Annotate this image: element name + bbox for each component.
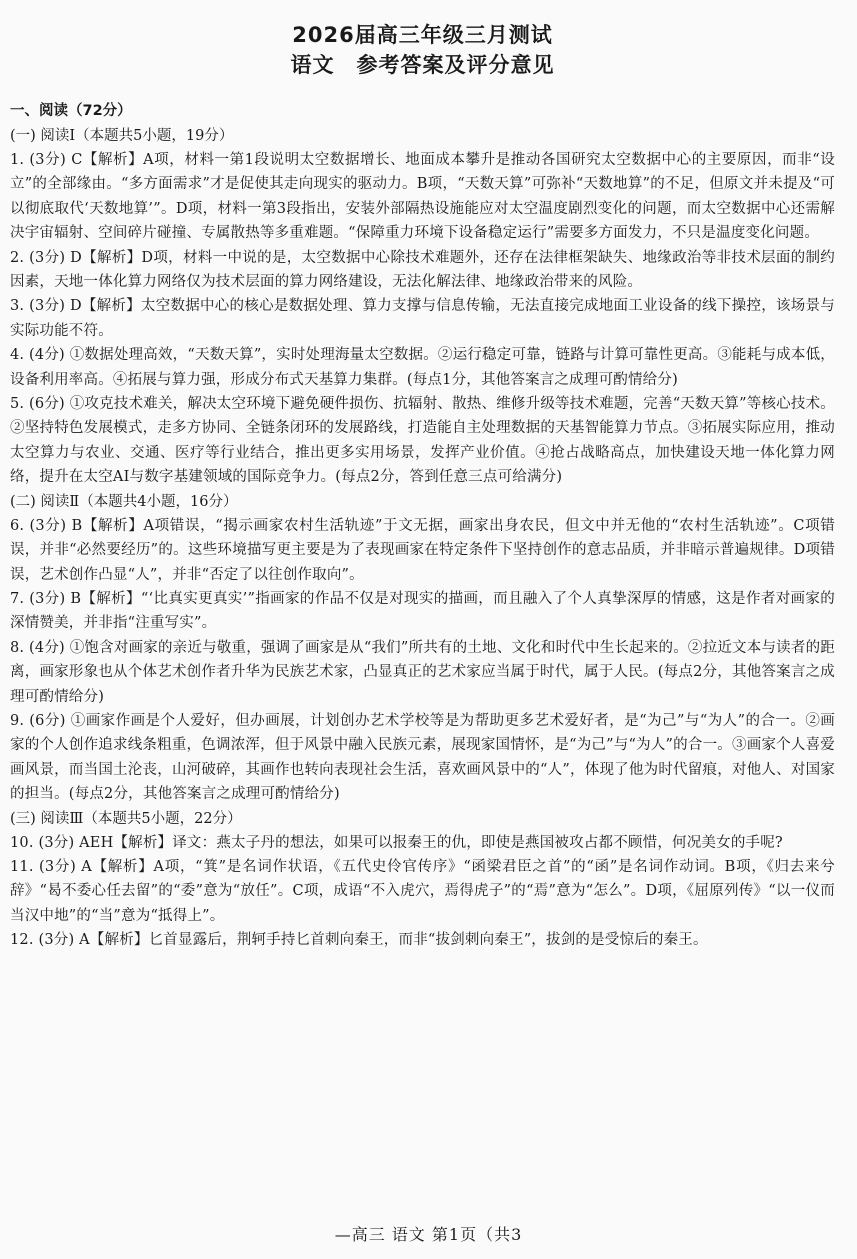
answer-item-4: 4. (4分) ①数据处理高效，“天数天算”，实时处理海量太空数据。②运行稳定可靠，链路与计算可靠性更高。③能耗与成本低，设备利用率高。④拓展与算力强，形成分布式天基算力集群。(每点1分，其他答案言之成理可酌情给分) xyxy=(10,347,835,388)
exam-title: 2026届高三年级三月测试 xyxy=(292,23,553,47)
part-heading-reading-1: (一) 阅读Ⅰ（本题共5小题，19分） xyxy=(10,128,234,144)
answer-item-12: 12. (3分) A【解析】匕首显露后，荆轲手持匕首刺向秦王，而非“拔剑刺向秦王”，拔剑的是受惊后的秦王。 xyxy=(10,932,708,949)
answer-item-5: 5. (6分) ①攻克技术难关，解决太空环境下避免硬件损伤、抗辐射、散热、维修升级等技术难题，完善“天数天算”等核心技术。②坚持特色发展模式，走多方协同、全链条闭环的发展路线，打造能自主处理数据的天基智能算力节点。③拓展实际应用，推动太空算力与农业、交通、医疗等行业结合，推出更多实用场景，发挥产业价值。④抢占战略高点，加快建设天地一体化算力网络，提升在太空AI与数字基建领域的国际竞争力。(每点2分，答到任意三点可给满分) xyxy=(10,396,835,486)
answer-item-3: 3. (3分) D【解析】太空数据中心的核心是数据处理、算力支撑与信息传输，无法直接完成地面工业设备的线下操控，该场景与实际功能不符。 xyxy=(10,298,835,339)
document-subtitle: 语文 参考答案及评分意见 xyxy=(290,53,555,77)
part-heading-reading-2: (二) 阅读Ⅱ（本题共4小题，16分） xyxy=(10,493,238,510)
answer-item-2: 2. (3分) D【解析】D项，材料一中说的是，太空数据中心除技术难题外，还存在法律框架缺失、地缘政治等非技术层面的制约因素，天地一体化算力网络仅为技术层面的算力网络建设，无法化解法律、地缘政治带来的风险。 xyxy=(10,249,835,291)
answer-item-1: 1. (3分) C【解析】A项，材料一第1段说明太空数据增长、地面成本攀升是推动各国研究太空数据中心的主要原因，而非“设立”的全部缘由。“多方面需求”才是促使其走向现实的驱动力。B项，“天数天算”可弥补“天数地算”的不足，但原文并未提及“可以彻底取代‘天数地算’”。D项，材料一第3段指出，安装外部隔热设施能应对太空温度剧烈变化的问题，而太空数据中心还需解决宇宙辐射、空间碎片碰撞、专属散热等多重难题。“保障重力环境下设备稳定运行”需要多方面发力，不只是温度变化问题。 xyxy=(10,152,835,242)
answer-item-11: 11. (3分) A【解析】A项，“箕”是名词作状语，《五代史伶官传序》“函梁君臣之首”的“函”是名词作动词。B项，《归去来兮辞》“曷不委心任去留”的“委”意为“放任”。C项，成语“不入虎穴，焉得虎子”的“焉”意为“怎么”。D项，《屈原列传》“以一仪而当汉中地”的“当”意为“抵得上”。 xyxy=(10,858,835,924)
section-heading-reading: 一、阅读（72分） xyxy=(10,103,132,119)
page-footer: —高三 语文 第1页（共3 xyxy=(334,1225,523,1244)
answer-item-6: 6. (3分) B【解析】A项错误，“揭示画家农村生活轨迹”于文无据，画家出身农民，但文中并无他的“农村生活轨迹”。C项错误，并非“必然要经历”的。这些环境描写更主要是为了表现画家在特定条件下坚持创作的意志品质，并非暗示普遍规律。D项错误，艺术创作凸显“人”，并非“否定了以往创作取向”。 xyxy=(10,517,835,583)
answer-item-10: 10. (3分) AEH【解析】译文：燕太子丹的想法，如果可以报秦王的仇，即使是燕国被攻占都不顾惜，何况美女的手呢? xyxy=(10,834,783,851)
answer-item-9: 9. (6分) ①画家作画是个人爱好，但办画展，计划创办艺术学校等是为帮助更多艺术爱好者，是“为己”与“为人”的合一。②画家的个人创作追求线条粗重，色调浓浑，但于风景中融入民族元素，展现家国情怀，是“为己”与“为人”的合一。③画家个人喜爱画风景，而当国土沦丧，山河破碎，其画作也转向表现社会生活，喜欢画风景中的“人”，体现了他为时代留痕，对他人、对国家的担当。(每点2分，其他答案言之成理可酌情给分) xyxy=(10,712,835,803)
answer-item-7: 7. (3分) B【解析】“‘比真实更真实’”指画家的作品不仅是对现实的描画，而且融入了个人真挚深厚的情感，这是作者对画家的深情赞美，并非指“注重写实”。 xyxy=(10,590,835,632)
part-heading-reading-3: (三) 阅读Ⅲ（本题共5小题，22分） xyxy=(10,810,242,827)
answer-item-8: 8. (4分) ①饱含对画家的亲近与敬重，强调了画家是从“我们”所共有的土地、文化和时代中生长起来的。②拉近文本与读者的距离，画家形象也从个体艺术创作者升华为民族艺术家，凸显真正的艺术家应当属于时代，属于人民。(每点2分，其他答案言之成理可酌情给分) xyxy=(10,639,835,705)
